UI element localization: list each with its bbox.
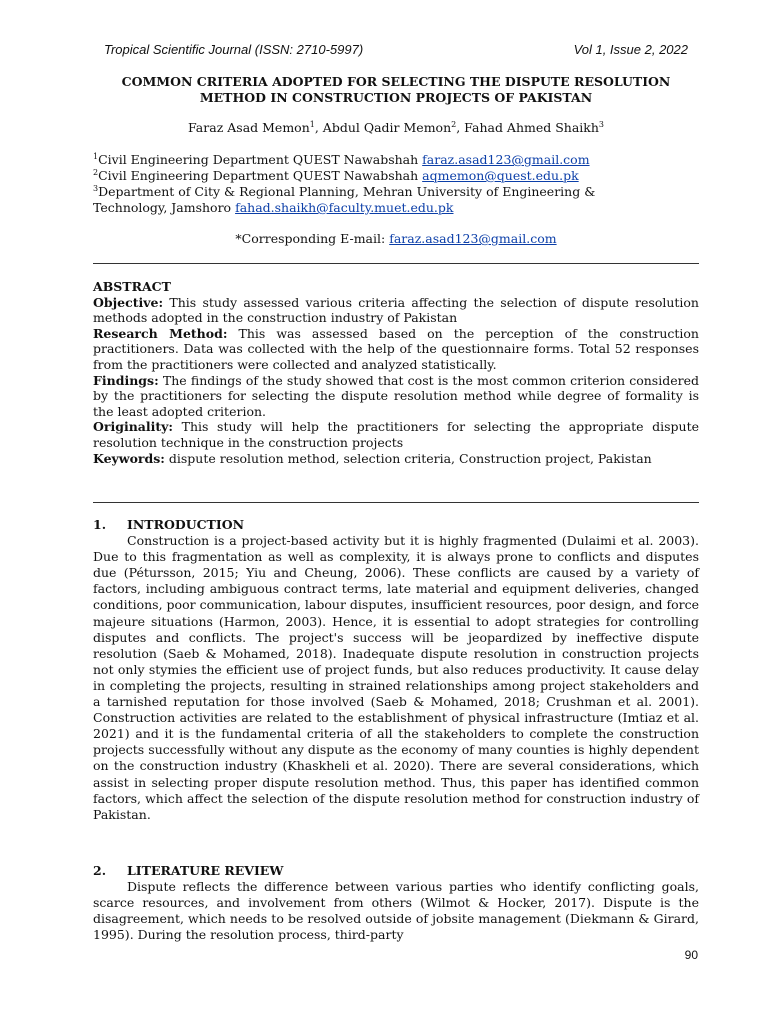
affiliation-text: Department of City & Regional Planning, Mehran University of Engineering &	[98, 184, 596, 199]
affiliation-mark: 2	[93, 167, 99, 177]
journal-name: Tropical Scientific Journal (ISSN: 2710-5997)	[104, 42, 364, 57]
section-literature-review	[93, 863, 699, 943]
divider-bottom	[93, 502, 699, 503]
corresponding-label: *Corresponding E-mail:	[235, 231, 390, 246]
issue-info: Vol 1, Issue 2, 2022	[573, 42, 688, 57]
section-body: Dispute reflects the difference between various parties who identify conflicting goals, scarce resources, and involvement from others (Wilmot & Hocker, 2017). Dispute is the disagreement, which needs to be resolved outside of jobsite management (Diekmann & Girard, 1995). During the resolution process, third-party	[93, 879, 699, 943]
section-title: LITERATURE REVIEW	[127, 863, 284, 878]
abstract-findings: Findings: The findings of the study showed that cost is the most common criterion considered by the practitioners for selecting the dispute resolution method while degree of formality is the least adopted criterion.	[93, 372, 699, 419]
divider-top	[93, 263, 699, 264]
abstract-keywords: Keywords: dispute resolution method, selection criteria, Construction project, Pakistan	[93, 450, 652, 466]
section-number: 1.	[93, 517, 107, 532]
email-link[interactable]: fahad.shaikh@faculty.muet.edu.pk	[235, 200, 454, 215]
section-introduction	[93, 517, 699, 823]
author-list: Faraz Asad Memon$^1$, Abdul Qadir Memon$^2$, Fahad Ahmed Shaikh$^3$	[187, 119, 605, 135]
author-name: Abdul Qadir Memon	[322, 120, 452, 135]
affiliation-mark: 3	[93, 183, 99, 193]
email-link[interactable]: faraz.asad123@gmail.com	[422, 152, 590, 167]
title-line-2: METHOD IN CONSTRUCTION PROJECTS OF PAKISTAN	[199, 90, 593, 105]
author-name: Faraz Asad Memon	[187, 120, 310, 135]
paper-title	[93, 74, 699, 106]
author-name: Fahad Ahmed Shaikh	[464, 120, 599, 135]
email-link[interactable]: aqmemon@quest.edu.pk	[422, 168, 579, 183]
abstract-method: Research Method: This was assessed based on the perception of the construction practitioners. Data was collected with the help of the questionnaire forms. Total 52 responses from the practitioners were collected and analyzed statistically.	[93, 325, 699, 372]
affiliation-3-cont	[93, 200, 699, 216]
abstract-block	[93, 279, 699, 466]
affiliation-text: Civil Engineering Department QUEST Nawabshah	[98, 168, 423, 183]
author-mark: 1	[309, 119, 315, 129]
corresponding-email	[93, 231, 699, 246]
section-heading	[93, 863, 699, 879]
title-line-1: COMMON CRITERIA ADOPTED FOR SELECTING THE DISPUTE RESOLUTION	[121, 74, 671, 89]
affiliations	[93, 152, 699, 216]
section-body: Construction is a project-based activity but it is highly fragmented (Dulaimi et al. 2003). Due to this fragmentation as well as complexity, it is always prone to conflicts and disputes due (Pétursson, 2015; Yiu and Cheung, 2006). These conflicts are caused by a variety of factors, including ambiguous contract terms, late material and equipment deliveries, changed conditions, poor communication, labour disputes, insufficient resources, poor design, and force majeure situations (Harmon, 2003). Hence, it is essential to adopt strategies for controlling disputes and conflicts. The project's success will be jeopardized by ineffective dispute resolution (Saeb & Mohamed, 2018). Inadequate dispute resolution in construction projects not only stymies the efficient use of project funds, but also reduces productivity. It cause delay in completing the projects, resulting in strained relationships among project stakeholders and a tarnished reputation for those involved (Saeb & Mohamed, 2018; Crushman et al. 2001). Construction activities are related to the establishment of physical infrastructure (Imtiaz et al. 2021) and it is the fundamental criteria of all the stakeholders to complete the construction projects successfully without any dispute as the economy of many counties is highly dependent on the construction industry (Khaskheli et al. 2020). There are several considerations, which assist in selecting proper dispute resolution method. Thus, this paper has identified common factors, which affect the selection of the dispute resolution method for construction industry of Pakistan.	[93, 533, 699, 822]
abstract-originality: Originality: This study will help the practitioners for selecting the appropriate dispute resolution technique in the construction projects	[93, 419, 699, 450]
corresponding-email-link[interactable]: faraz.asad123@gmail.com	[389, 231, 557, 246]
abstract-objective: Objective: This study assessed various criteria affecting the selection of dispute resolution methods adopted in the construction industry of Pakistan	[93, 294, 699, 326]
affiliation-3	[93, 184, 699, 200]
section-number: 2.	[93, 863, 107, 878]
running-header	[104, 42, 688, 57]
section-heading	[93, 517, 699, 533]
affiliation-2	[93, 168, 699, 184]
affiliation-text: Technology, Jamshoro	[93, 200, 236, 215]
affiliation-text: Civil Engineering Department QUEST Nawabshah	[98, 152, 423, 167]
section-title: INTRODUCTION	[127, 517, 245, 532]
affiliation-1	[93, 152, 699, 168]
abstract-heading: ABSTRACT	[93, 279, 171, 294]
affiliation-mark: 1	[93, 151, 99, 161]
author-mark: 2	[451, 119, 457, 129]
author-mark: 3	[598, 119, 605, 129]
page-number: 90	[684, 948, 698, 962]
